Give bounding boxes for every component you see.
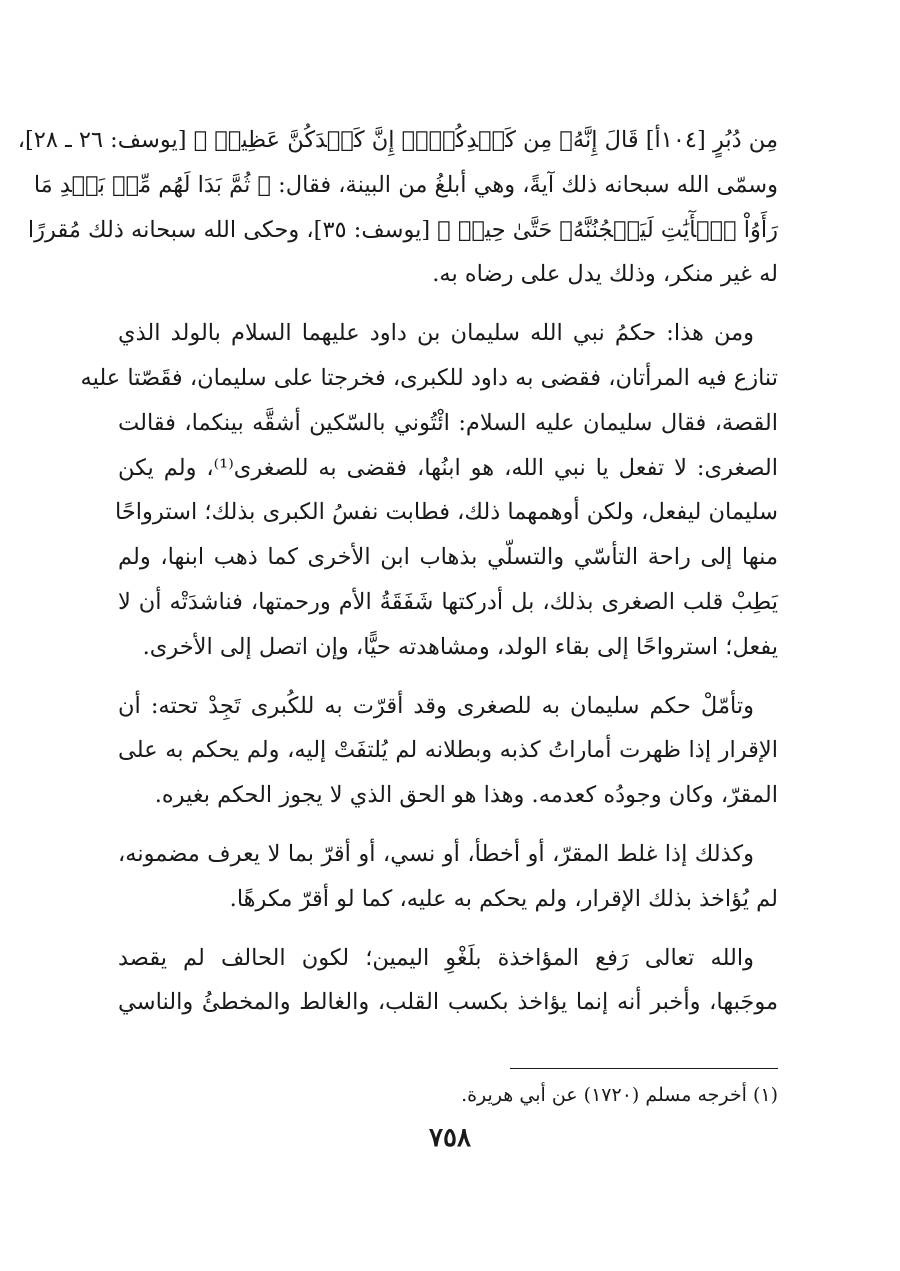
paragraph-4 xyxy=(118,832,778,922)
footnote-divider xyxy=(510,1068,778,1069)
paragraph-2 xyxy=(80,311,778,669)
paragraph-5 xyxy=(118,936,778,1026)
text-line: لم يُؤاخذ بذلك الإقرار، ولم يحكم به عليه، كما لو أقرّ مكرهًا. xyxy=(229,885,778,912)
footnote: (١) أخرجه مسلم (١٧٢٠) عن أبي هريرة. xyxy=(461,1084,778,1106)
text-line: يَطِبْ قلب الصغرى بذلك، بل أدركتها شَفَقَةُ الأم ورحمتها، فناشدَتْه أن لا xyxy=(118,588,778,615)
text-line: له غير منكر، وذلك يدل على رضاه به. xyxy=(432,261,778,288)
text-line: منها إلى راحة التأسّي والتسلّي بذهاب ابن الأخرى كما ذهب ابنها، ولم xyxy=(118,544,778,571)
text-line: القصة، فقال سليمان عليه السلام: ائْتُوني بالسّكين أشقَّه بينكما، فقالت xyxy=(118,409,778,436)
text-line: وسمّى الله سبحانه ذلك آيةً، وهي أبلغُ من البينة، فقال: ﴿ ثُمَّ بَدَا لَهُم مِّنۢ بَعۡدِ مَا xyxy=(33,171,778,198)
text-line: وكذلك إذا غلط المقرّ، أو أخطأ، أو نسي، أو أقرّ بما لا يعرف مضمونه، xyxy=(118,840,754,867)
text-line: سليمان ليفعل، ولكن أوهمهما ذلك، فطابت نفسُ الكبرى بذلك؛ استرواحًا xyxy=(115,499,778,526)
text-line: المقرّ، وكان وجودُه كعدمه. وهذا هو الحق الذي لا يجوز الحكم بغيره. xyxy=(154,782,778,809)
text-line: والله تعالى رَفع المؤاخذة بلَغْوِ اليمين؛ لكون الحالف لم يقصد xyxy=(118,944,754,971)
text-line: رَأَوُاْ ٱلۡأٓيَٰتِ لَيَسۡجُنُنَّهُۥ حَتَّىٰ حِينٖ ﴾ [يوسف: ٣٥]، وحكى الله سبحانه ذلك مُقررًا xyxy=(27,216,778,243)
paragraph-1 xyxy=(17,118,778,297)
text-line: موجَبها، وأخبر أنه إنما يؤاخذ بكسب القلب، والغالط والمخطئُ والناسي xyxy=(118,989,778,1016)
page-body xyxy=(17,118,778,1039)
text-line: يفعل؛ استرواحًا إلى بقاء الولد، ومشاهدته حيًّا، وإن اتصل إلى الأخرى. xyxy=(142,633,778,660)
text-line: ومن هذا: حكمُ نبي الله سليمان بن داود عليهما السلام بالولد الذي xyxy=(118,320,754,347)
text-line: الإقرار إذا ظهرت أماراتُ كذبه وبطلانه لم يُلتفَتْ إليه، ولم يحكم به على xyxy=(118,737,778,764)
page-number: ٧٥٨ xyxy=(429,1123,471,1153)
paragraph-3 xyxy=(118,684,778,818)
text-line: الصغرى: لا تفعل يا نبي الله، هو ابنُها، فقضى به للصغرى⁽¹⁾، ولم يكن xyxy=(118,454,778,481)
text-line: مِن دُبُرٍ [١٠٤أ] قَالَ إِنَّهُۥ مِن كَيۡدِكُنَّۖ إِنَّ كَيۡدَكُنَّ عَظِيمٞ ﴾ [يوسف: ٢٦ ـ ٢٨]، xyxy=(17,127,778,153)
text-line: تنازع فيه المرأتان، فقضى به داود للكبرى، فخرجتا على سليمان، فقَصّتا عليه xyxy=(80,364,778,391)
text-line: وتأمّلْ حكم سليمان به للصغرى وقد أقرّت به للكُبرى تَجِدْ تحته: أن xyxy=(118,692,754,719)
